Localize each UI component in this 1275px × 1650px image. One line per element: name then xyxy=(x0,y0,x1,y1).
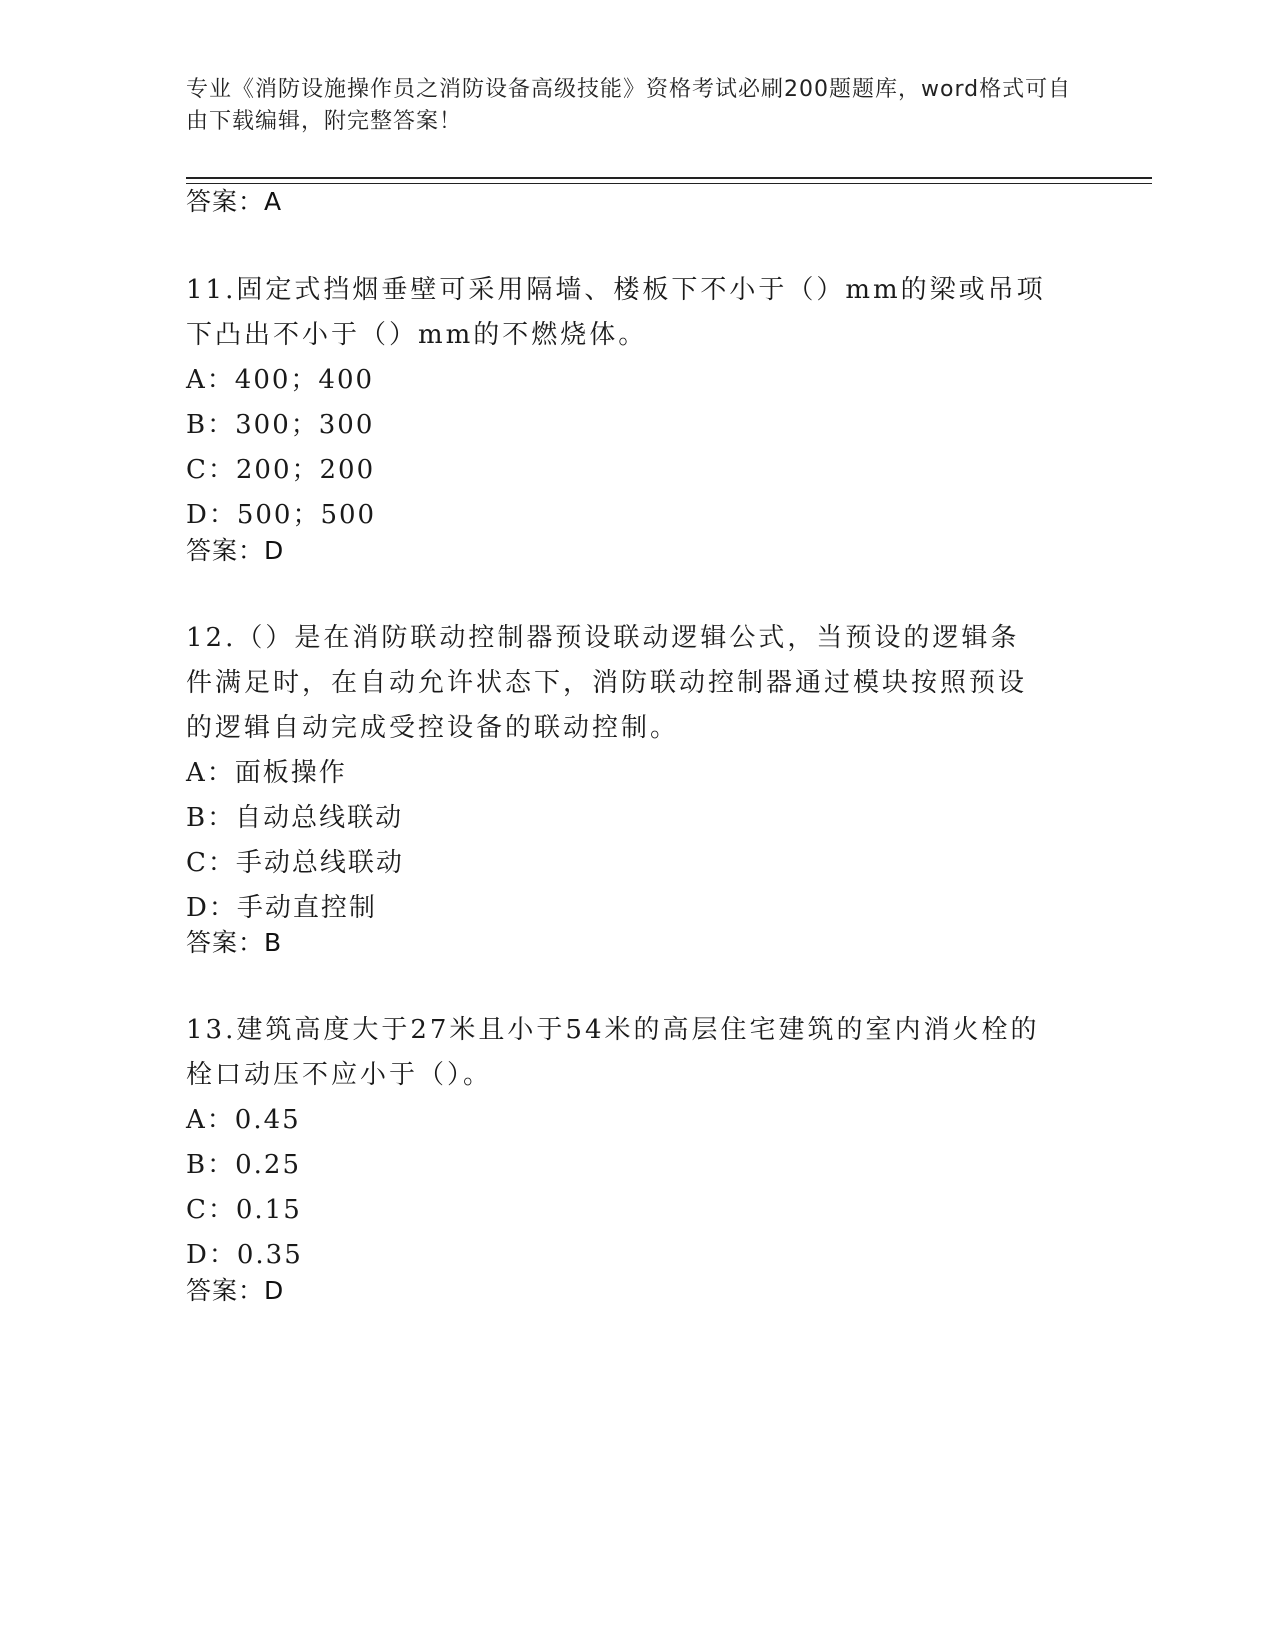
option-d: D：0.35 xyxy=(186,1240,303,1270)
question-11 xyxy=(186,268,1086,538)
question-text: 13.建筑高度大于27米且小于54米的高层住宅建筑的室内消火栓的栓口动压不应小于（）。 xyxy=(186,1015,1040,1090)
option-b: B：0.25 xyxy=(186,1150,301,1180)
option-a: A：面板操作 xyxy=(186,758,347,788)
question-text: 12.（）是在消防联动控制器预设联动逻辑公式，当预设的逻辑条件满足时，在自动允许状态下，消防联动控制器通过模块按照预设的逻辑自动完成受控设备的联动控制。 xyxy=(186,623,1028,743)
option-b: B：300；300 xyxy=(186,410,375,440)
answer-12: 答案：B xyxy=(186,928,283,957)
header-rule-thin xyxy=(186,183,1152,184)
option-b: B：自动总线联动 xyxy=(186,803,404,833)
option-c: C：0.15 xyxy=(186,1195,302,1225)
option-a: A：0.45 xyxy=(186,1105,301,1135)
question-text: 11.固定式挡烟垂壁可采用隔墙、楼板下不小于（）mm的梁或吊项下凸出不小于（）mm的不燃烧体。 xyxy=(186,275,1046,350)
header-rule-thick xyxy=(186,177,1152,179)
answer-11: 答案：D xyxy=(186,536,285,565)
question-13 xyxy=(186,1008,1086,1278)
answer-13: 答案：D xyxy=(186,1276,285,1305)
question-12 xyxy=(186,616,1086,931)
option-d: D：手动直控制 xyxy=(186,893,377,923)
document-intro: 专业《消防设施操作员之消防设备高级技能》资格考试必刷200题题库，word格式可自由下载编辑，附完整答案！ xyxy=(186,77,1072,134)
option-a: A：400；400 xyxy=(186,365,375,395)
option-d: D：500；500 xyxy=(186,500,377,530)
option-c: C：手动总线联动 xyxy=(186,848,404,878)
previous-answer: 答案：A xyxy=(186,187,283,216)
option-c: C：200；200 xyxy=(186,455,376,485)
